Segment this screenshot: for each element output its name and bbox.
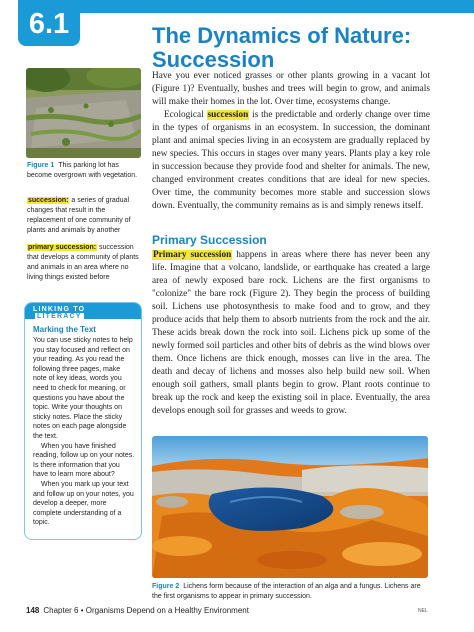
title-line-2: Succession <box>152 47 275 72</box>
intro-paragraph-2 <box>152 109 430 213</box>
figure-2-caption-text: Lichens form because of the interaction of an alga and a fungus. Lichens are the first organisms to appear in primary succession. <box>152 583 421 600</box>
literacy-header-prefix: LINKING TO <box>33 306 86 313</box>
glossary-entry-primary-succession <box>27 243 145 283</box>
section-number: 6.1 <box>28 8 70 40</box>
section-number-tab <box>18 0 80 46</box>
keyword-succession: succession <box>207 110 249 120</box>
literacy-paragraph: When you have finished reading, follow up on your notes. Is there information that you have to learn more about? <box>33 442 135 479</box>
page-title <box>152 24 452 72</box>
literacy-paragraph: When you mark up your text and follow up on your notes, you develop a deeper, more complete understanding of a topic. <box>33 480 134 527</box>
figure-1-image <box>26 68 141 158</box>
page-number: 148 <box>26 606 40 615</box>
figure-1-caption-text: This parking lot has become overgrown with vegetation. <box>27 162 138 179</box>
intro-paragraph-2-lead: Ecological <box>164 110 207 120</box>
intro-paragraph-1: Have you ever noticed grasses or other plants growing in a vacant lot (Figure 1)? Eventually, bushes and trees will begin to grow, and animals will make their homes in the lot. Over time, ecosystems change. <box>152 71 430 107</box>
glossary-entry-succession <box>27 196 145 236</box>
primary-succession-text <box>152 249 430 418</box>
header-bar <box>60 0 474 13</box>
figure-1-caption <box>27 161 142 181</box>
intro-paragraph-2-rest: is the predictable and orderly change over time in the types of organisms in an ecosystem. In succession, the dominant plant and animal species living in an ecosystem are gradually replaced by new species. This occurs in stages over many years. Plants play a key role in succession because they provide food and shelter for animals. The new, changed environment creates conditions that are ideal for new species. Over time, the community becomes more stable and succession slows down. Eventually, the community remains as is and simply renews itself. <box>152 110 430 211</box>
glossary-definition: succession that develops a community of plants and animals in an area where no living things existed before <box>27 244 139 281</box>
keyword-primary-succession: Primary succession <box>153 250 232 260</box>
literacy-header <box>25 303 141 319</box>
page-footer <box>26 606 249 615</box>
literacy-body <box>33 336 135 528</box>
figure-2-image <box>152 436 428 578</box>
publisher-mark: NEL <box>418 608 428 614</box>
footer-chapter-text: Chapter 6 • Organisms Depend on a Healthy Environment <box>43 606 249 615</box>
literacy-paragraph: You can use sticky notes to help you stay focused and reflect on your reading. As you read the following three pages, make note of key ideas, words you need to check for meaning, or questions you have about the topic. Write your thoughts on sticky notes. Place the sticky notes on each page alongside the text. <box>33 337 133 440</box>
intro-text <box>152 70 430 213</box>
figure-1-label: Figure 1 <box>27 162 55 169</box>
primary-succession-heading: Primary Succession <box>152 233 267 247</box>
figure-2-caption <box>152 582 432 602</box>
linking-to-literacy-box <box>24 302 142 540</box>
title-line-1: The Dynamics of Nature: <box>152 23 412 48</box>
glossary-term: primary succession: <box>28 244 97 251</box>
literacy-title: Marking the Text <box>33 325 96 334</box>
figure-2-label: Figure 2 <box>152 583 180 590</box>
literacy-header-word: LITERACY <box>37 313 82 320</box>
primary-succession-paragraph <box>152 249 430 418</box>
glossary-term: succession: <box>28 197 69 204</box>
glossary-definition: a series of gradual changes that result in the replacement of one community of plants and animals by another <box>27 197 131 234</box>
primary-succession-paragraph-text: happens in areas where there has never been any life. Imagine that a volcano, landslide, or earthquake has created a large area of newly exposed bare rock. Lichens are the first organisms to "colonize" the bare rock (Figure 2). They begin the process of building soil. Lichens use photosynthesis to make food and to grow, and they produce acids that help them to absorb nutrients from the rock and the air. These acids break down the rock into soil. Lichens pick up some of the newly formed soil particles and other bits of debris as the wind blows over them. Once lichens are thick enough, mosses can live in the area. The death and decay of lichens and mosses also help build new soil. When enough soil gathers, small plants begin to grow. Plant roots continue to break up the rock and keep the existing soil in place. Eventually, the area develops enough soil for grasses and weeds to grow. <box>152 250 431 416</box>
